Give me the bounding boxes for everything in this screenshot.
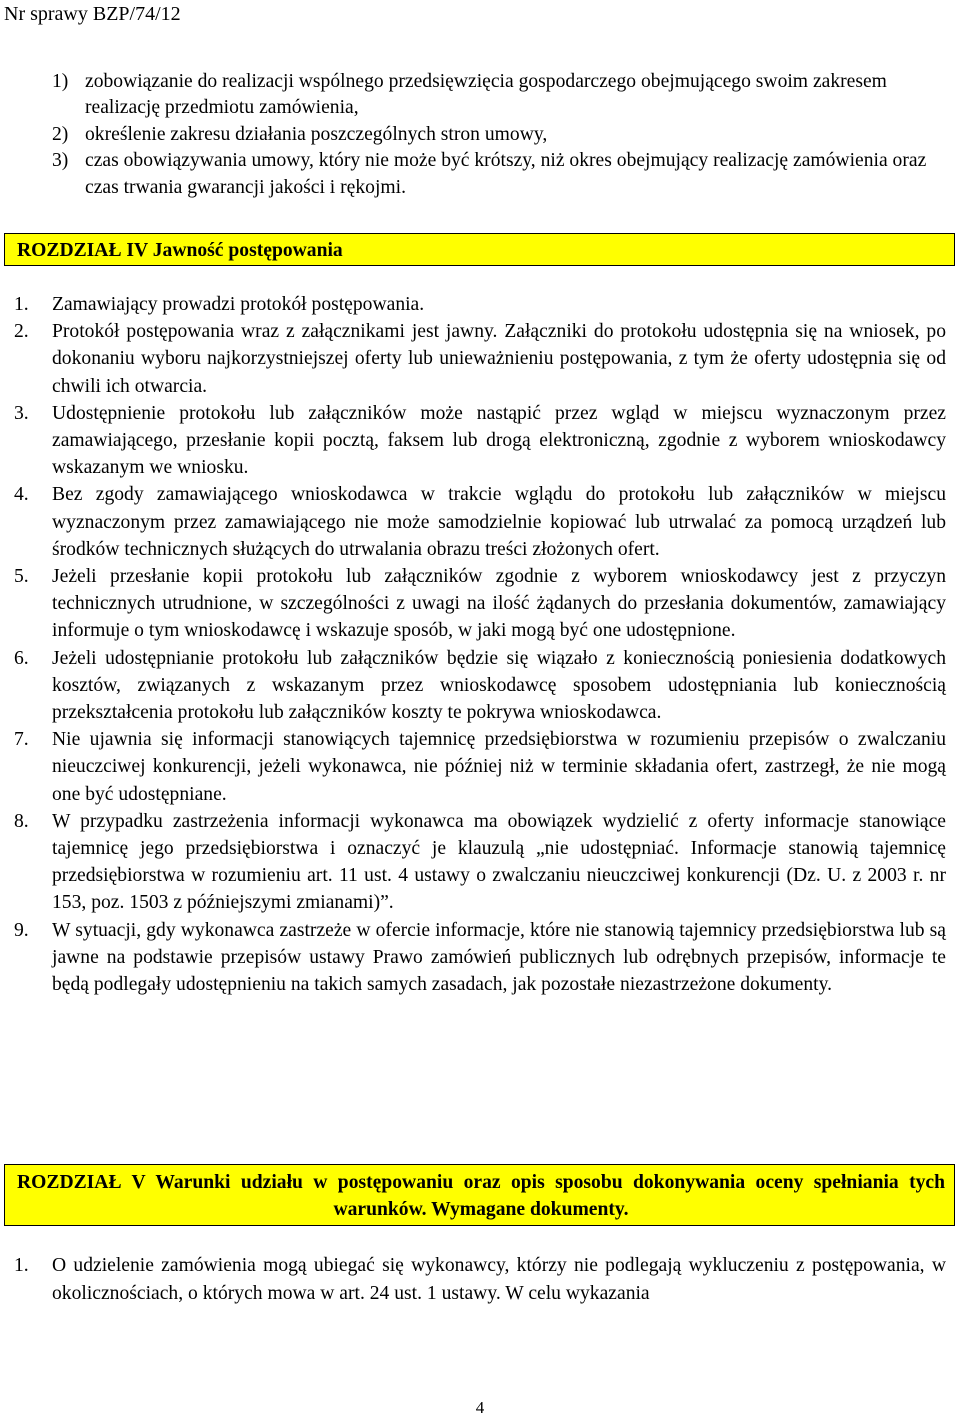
list-item-text: Udostępnienie protokołu lub załączników może nastąpić przez wgląd w miejscu wyznaczonym przez zamawiającego, przesłanie kopii pocztą, faksem lub drogą elektroniczną, zgodnie z wyborem wnioskodawcy wskazanym we wniosku.: [52, 402, 946, 479]
list-item-text: Jeżeli udostępnianie protokołu lub załączników będzie się wiązało z koniecznością poniesienia dodatkowych kosztów, związanych z wskazanym przez wnioskodawcę sposobem udostępniania lub koniecznością przekształcenia protokołu lub załączników koszty te pokrywa wnioskodawca.: [52, 647, 946, 724]
section-v-heading: ROZDZIAŁ V Warunki udziału w postępowaniu oraz opis sposobu dokonywania oceny spełniania tych warunków. Wymagane dokumenty.: [4, 1164, 955, 1226]
list-item-number: 6.: [14, 647, 29, 669]
list-item-number: 1): [52, 71, 69, 92]
list-item-text: Bez zgody zamawiającego wnioskodawca w trakcie wglądu do protokołu lub załączników w miejscu wyznaczonym przez zamawiającego nie może samodzielnie kopiować lub utrwalać za pomocą urządzeń lub środków technicznych służących do utrwalania obrazu treści złożonych ofert.: [52, 484, 946, 560]
agreement-requirements-list: [52, 69, 948, 201]
list-item: [14, 481, 946, 563]
list-item-text: W sytuacji, gdy wykonawca zastrzeże w ofercie informacje, które nie stanowią tajemnicy przedsiębiorstwa lub są jawne na podstawie przepisów ustawy Prawo zamówień publicznych lub odrębnych przepisów, informacje te będą podlegały udostępnieniu na takich samych zasadach, jak pozostałe niezastrzeżone dokumenty.: [52, 919, 946, 996]
list-item-number: 8.: [14, 810, 29, 832]
list-item: [14, 400, 946, 482]
list-item: [14, 318, 946, 400]
list-item: [52, 148, 948, 201]
list-item: [52, 122, 948, 148]
list-item-text: Protokół postępowania wraz z załącznikami jest jawny. Załączniki do protokołu udostępnia się na wniosek, po dokonaniu wyboru najkorzystniejszej oferty lub unieważnieniu postępowania, z tym że oferty udostępnia się od chwili ich otwarcia.: [52, 321, 946, 397]
list-item-number: 9.: [14, 919, 29, 941]
list-item-number: 3.: [14, 402, 29, 424]
page-number: 4: [475, 1398, 485, 1417]
list-item: [14, 808, 946, 917]
list-item-number: 4.: [14, 484, 29, 506]
list-item: [14, 1252, 946, 1308]
list-item: [14, 563, 946, 645]
list-item: [14, 917, 946, 999]
list-item-number: 7.: [14, 729, 29, 751]
list-item-text: zobowiązanie do realizacji wspólnego przedsięwzięcia gospodarczego obejmującego swoim zakresem realizację przedmiotu zamówienia,: [85, 71, 887, 119]
list-item-text: O udzielenie zamówienia mogą ubiegać się wykonawcy, którzy nie podlegają wykluczeniu z postępowania, w okolicznościach, o których mowa w art. 24 ust. 1 ustawy. W celu wykazania: [52, 1255, 946, 1304]
section-v-list: [14, 1252, 946, 1308]
list-item-text: określenie zakresu działania poszczególnych stron umowy,: [85, 123, 548, 145]
list-item-text: Jeżeli przesłanie kopii protokołu lub załączników zgodnie z wyborem wnioskodawcy jest z przyczyn technicznych utrudnione, w szczególności z uwagi na ilość żądanych do przesłania dokumentów, zamawiający informuje o tym wnioskodawcę i wskazuje sposób, w jaki mogą być one udostępnione.: [52, 566, 946, 642]
list-item: [14, 645, 946, 727]
list-item-text: Zamawiający prowadzi protokół postępowania.: [52, 294, 425, 315]
list-item-number: 1.: [14, 294, 29, 315]
section-iv-list: [14, 291, 946, 998]
list-item: [14, 291, 946, 318]
list-item-text: czas obowiązywania umowy, który nie może być krótszy, niż okres obejmujący realizację zamówienia oraz czas trwania gwarancji jakości i rękojmi.: [85, 150, 927, 198]
list-item: [52, 69, 948, 122]
case-number: Nr sprawy BZP/74/12: [4, 3, 181, 25]
list-item: [14, 726, 946, 808]
list-item-text: Nie ujawnia się informacji stanowiących tajemnicę przedsiębiorstwa w rozumieniu przepisów o zwalczaniu nieuczciwej konkurencji, jeżeli wykonawca, nie później niż w terminie składania ofert, zastrzegł, że nie mogą one być udostępniane.: [52, 729, 946, 805]
list-item-number: 2.: [14, 321, 29, 343]
list-item-number: 3): [52, 150, 69, 172]
list-item-text: W przypadku zastrzeżenia informacji wykonawca ma obowiązek wydzielić z oferty informacje stanowiące tajemnicę jego przedsiębiorstwa i oznaczyć je klauzulą „nie udostępniać. Informacje stanowią tajemnicę przedsiębiorstwa w rozumieniu art. 11 ust. 4 ustawy o zwalczaniu nieuczciwej konkurencji (Dz. U. z 2003 r. nr 153, poz. 1503 z późniejszymi zmianami)”.: [52, 810, 946, 914]
list-item-number: 1.: [14, 1255, 29, 1276]
list-item-number: 2): [52, 123, 69, 145]
list-item-number: 5.: [14, 566, 29, 588]
section-iv-heading: ROZDZIAŁ IV Jawność postępowania: [4, 233, 955, 266]
